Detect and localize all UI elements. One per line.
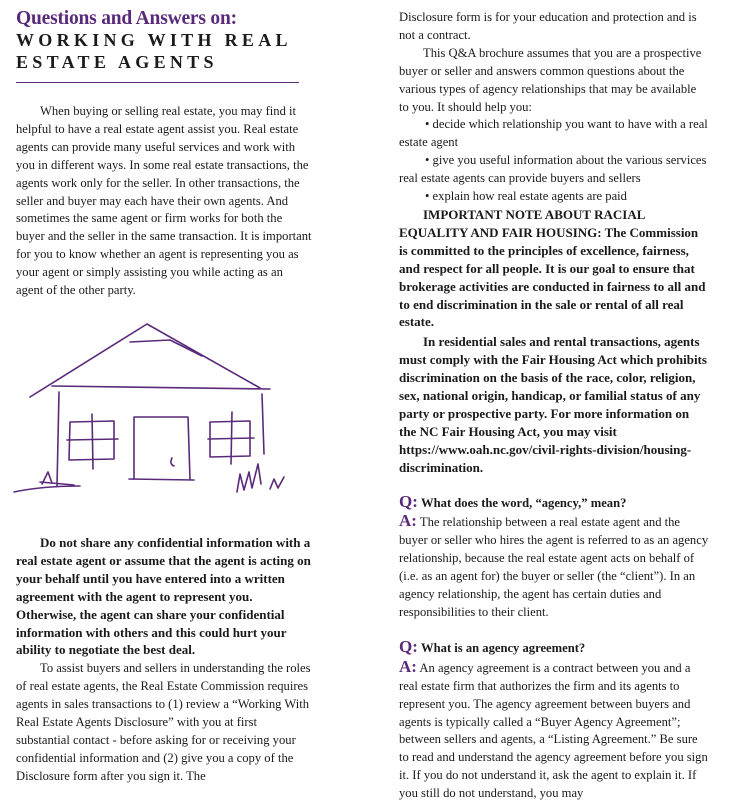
fair-housing-note: IMPORTANT NOTE ABOUT RACIAL EQUALITY AND FAIR HOUSING: The Commission is committed to the principles of excellence, fairness, and respect for all people. It is our goal to ensure that brokerage activities are conducted in fairness to all and to end discrimination in the sale or rental of all real estate. xyxy=(399,206,706,330)
bullet-item: • give you useful information about the various services real estate agents can provide buyers and sellers xyxy=(399,153,707,186)
a-label: A: xyxy=(399,511,417,531)
question-text: What does the word, “agency,” mean? xyxy=(421,495,627,510)
right-column xyxy=(399,0,709,803)
intro-paragraph: When buying or selling real estate, you may find it helpful to have a real estate agent assist you. Real estate agents can provide many useful services and work with you in different ways. In some real estate transactions, the agents work only for the seller. In other transactions, the seller and buyer may each have their own agents. And sometimes the same agent or firm works for both the buyer and the seller in the same transaction. It is important for you to know whether an agent is representing you as your agent or simply assisting you while acting as an agent of the other party. xyxy=(16,104,312,298)
brochure-subtitle-line2: ESTATE AGENTS xyxy=(16,52,218,72)
left-column xyxy=(16,0,312,786)
continuation-text: Disclosure form is for your education and protection and is not a contract. xyxy=(399,10,697,42)
fair-housing-act-paragraph: In residential sales and rental transactions, agents must comply with the Fair Housing Act which prohibits discrimination on the basis of the race, color, religion, sex, national origin, handicap, or familial status of any party or prospective party. For more information on the NC Fair Housing Act, you may visit https://www.oah.nc.gov/civil-rights-division/housing-discrimination. xyxy=(399,334,707,475)
q-label: Q: xyxy=(399,636,418,656)
brochure-subtitle-line1: WORKING WITH REAL xyxy=(16,30,292,50)
brochure-purpose: This Q&A brochure assumes that you are a prospective buyer or seller and answers common questions about the various types of agency relationships that may be available to you. It should help you: xyxy=(399,45,702,114)
question-line xyxy=(399,638,709,658)
qa-block-agreement xyxy=(399,638,709,803)
bullet-item: • explain how real estate agents are paid xyxy=(425,189,627,204)
answer-text: The relationship between a real estate agent and the buyer or seller who hires the agent is referred to as an agency relationship, because the real estate agent acts on behalf of (i.e. as an agent for) the buyer or seller (the “client”). In an agency relationship, the agent has certain duties and responsibilities to their client. xyxy=(399,515,709,619)
house-illustration xyxy=(12,314,312,504)
question-line xyxy=(399,493,709,513)
answer-line xyxy=(399,512,709,621)
qa-block-agency xyxy=(399,493,709,622)
question-text: What is an agency agreement? xyxy=(421,640,586,655)
answer-text: An agency agreement is a contract between you and a real estate firm that authorizes the firm and its agents to represent you. The agency agreement between buyers and agents is typically called a “Buyer Agency Agreement”; between sellers and agents, a “Listing Agreement.” Be sure to read and understand the agency agreement before you sign it. If you do not understand it, ask the agent to explain it. If you still do not understand, you may xyxy=(399,660,708,801)
answer-line xyxy=(399,658,709,803)
bullet-item: • decide which relationship you want to have with a real estate agent xyxy=(399,117,708,150)
confidentiality-warning: Do not share any confidential information with a real estate agent or assume that the agent is acting on your behalf until you have entered into a written agreement with the agent to represent you. Otherwise, the agent can share your confidential information with others and this could hurt your ability to negotiate the best deal. xyxy=(16,534,311,658)
brochure-title: Questions and Answers on: xyxy=(16,8,237,29)
q-label: Q: xyxy=(399,491,418,511)
title-divider xyxy=(16,82,299,83)
disclosure-paragraph: To assist buyers and sellers in understanding the roles of real estate agents, the Real Estate Commission requires agents in sales transactions to (1) review a “Working With Real Estate Agents Disclosure” with you at first substantial contact - before asking for or receiving your confidential information and (2) give you a copy of the Disclosure form after you sign it. The xyxy=(16,661,311,783)
a-label: A: xyxy=(399,656,417,676)
